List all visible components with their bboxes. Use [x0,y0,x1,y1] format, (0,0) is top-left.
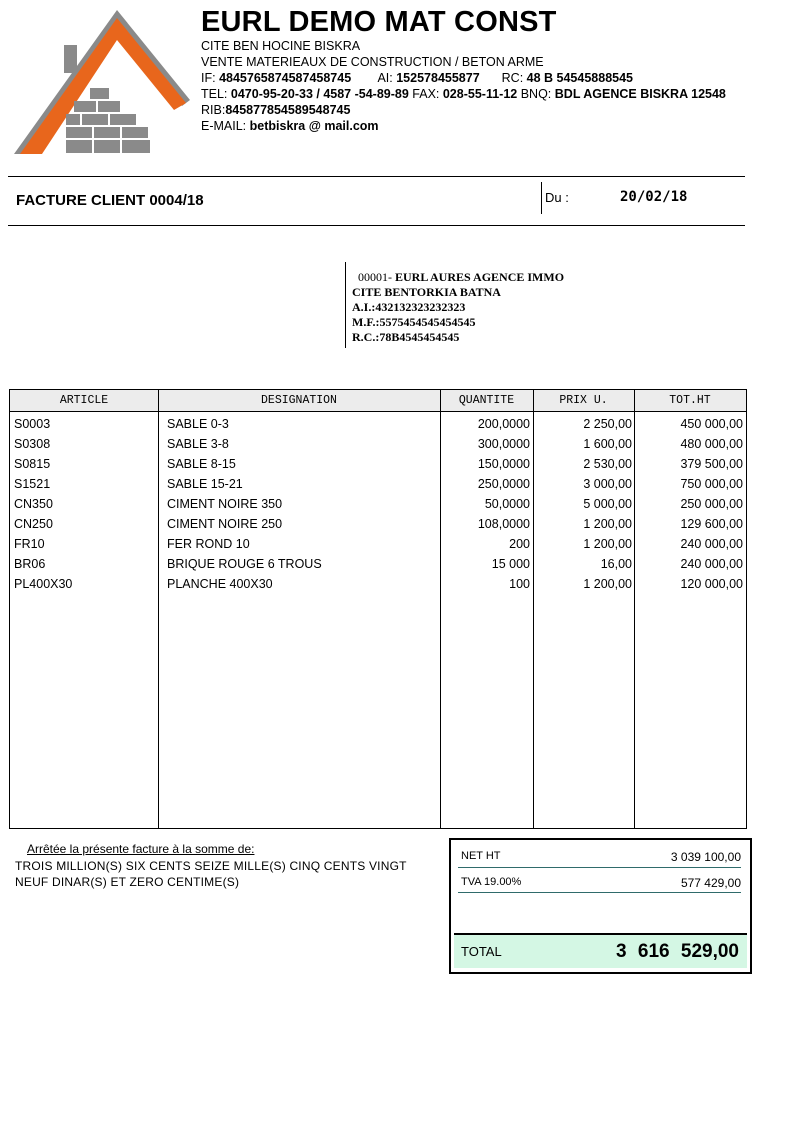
client-code: 00001- [358,270,392,284]
company-name: EURL DEMO MAT CONST [201,6,557,38]
cell-prix: 1 200,00 [583,517,632,531]
if-label: IF: [201,71,216,85]
bnq-value: BDL AGENCE BISKRA 12548 [554,87,726,101]
tel-value: 0470-95-20-33 / 4587 -54-89-89 [230,87,409,101]
cell-article: FR10 [14,537,45,551]
cell-prix: 5 000,00 [583,497,632,511]
table-row [10,434,746,454]
cell-total: 250 000,00 [680,497,743,511]
totals-divider [458,867,741,868]
date-label: Du : [545,190,569,205]
tva-value: 577 429,00 [680,876,741,890]
cell-quantite: 108,0000 [477,517,530,531]
cell-designation: BRIQUE ROUGE 6 TROUS [167,557,322,571]
cell-prix: 3 000,00 [583,477,632,491]
cell-designation: CIMENT NOIRE 250 [167,517,283,531]
header-quantite: QUANTITE [458,394,515,407]
client-ai: A.I.:432132323232323 [352,300,466,314]
cell-quantite: 50,0000 [484,497,530,511]
totals-divider [458,892,741,893]
cell-prix: 2 250,00 [583,417,632,431]
client-rc: R.C.:78B4545454545 [352,330,460,344]
grand-total-box [454,933,747,968]
fax-label: FAX: [412,87,440,101]
cell-total: 240 000,00 [680,537,743,551]
company-address: CITE BEN HOCINE BISKRA [201,39,361,53]
items-table [9,389,747,829]
table-row [10,494,746,514]
client-address: CITE BENTORKIA BATNA [352,285,501,299]
cell-article: PL400X30 [14,577,73,591]
email-value: betbiskra @ mail.com [249,119,379,133]
rib-label: RIB: [201,103,226,117]
cell-total: 129 600,00 [680,517,743,531]
cell-designation: SABLE 15-21 [167,477,243,491]
cell-prix: 1 200,00 [583,537,632,551]
table-row [10,414,746,434]
amount-words-label: Arrêtée la présente facture à la somme de: [27,842,255,856]
cell-prix: 1 600,00 [583,437,632,451]
header-total: TOT.HT [669,394,711,407]
header-prix: PRIX U. [559,394,608,407]
ai-label: AI: [377,71,393,85]
fax-value: 028-55-11-12 [442,87,518,101]
cell-article: S0003 [14,417,51,431]
ai-value: 152578455877 [396,71,480,85]
total-value: 3 616 529,00 [616,941,739,962]
cell-designation: CIMENT NOIRE 350 [167,497,283,511]
company-activity: VENTE MATERIEAUX DE CONSTRUCTION / BETON ARME [201,55,544,69]
rc-label: RC: [501,71,524,85]
cell-quantite: 250,0000 [477,477,530,491]
cell-total: 450 000,00 [680,417,743,431]
cell-designation: SABLE 3-8 [167,437,229,451]
cell-article: S0308 [14,437,51,451]
cell-quantite: 300,0000 [477,437,530,451]
cell-designation: FER ROND 10 [167,537,250,551]
rib-value: 845877854589548745 [225,103,351,117]
amount-in-words: TROIS MILLION(S) SIX CENTS SEIZE MILLE(S) CINQ CENTS VINGT NEUF DINAR(S) ET ZERO CENTIME(S) [15,859,407,889]
table-row [10,534,746,554]
company-ids [201,70,791,86]
company-header [201,6,791,134]
cell-article: S1521 [14,477,51,491]
header-designation: DESIGNATION [261,394,337,407]
table-row [10,474,746,494]
cell-article: CN250 [14,517,53,531]
invoice-date: 20/02/18 [620,189,688,205]
cell-designation: PLANCHE 400X30 [167,577,273,591]
cell-quantite: 200 [509,537,530,551]
cell-quantite: 150,0000 [477,457,530,471]
cell-total: 480 000,00 [680,437,743,451]
cell-quantite: 100 [509,577,530,591]
date-separator [541,182,542,214]
company-contacts [201,86,791,102]
tva-label: TVA 19.00% [461,876,522,888]
cell-article: BR06 [14,557,46,571]
company-email [201,118,791,134]
title-bottom-rule [8,225,745,226]
if-value: 4845765874587458745 [219,71,352,85]
cell-quantite: 200,0000 [477,417,530,431]
table-row [10,514,746,534]
totals-box [449,838,752,974]
client-name: EURL AURES AGENCE IMMO [395,270,565,284]
cell-prix: 2 530,00 [583,457,632,471]
cell-quantite: 15 000 [491,557,530,571]
cell-prix: 1 200,00 [583,577,632,591]
cell-total: 379 500,00 [680,457,743,471]
client-block [345,262,605,348]
cell-total: 240 000,00 [680,557,743,571]
company-logo [12,8,194,158]
table-row [10,574,746,594]
header-article: ARTICLE [59,394,109,407]
bnq-label: BNQ: [520,87,552,101]
table-header [10,390,746,412]
net-ht-label: NET HT [461,850,501,862]
tel-label: TEL: [201,87,228,101]
cell-article: S0815 [14,457,51,471]
cell-prix: 16,00 [600,557,632,571]
invoice-title: FACTURE CLIENT 0004/18 [16,192,204,209]
table-row [10,554,746,574]
cell-designation: SABLE 8-15 [167,457,236,471]
cell-designation: SABLE 0-3 [167,417,229,431]
email-label: E-MAIL: [201,119,247,133]
cell-total: 750 000,00 [680,477,743,491]
cell-article: CN350 [14,497,53,511]
title-top-rule [8,176,745,177]
net-ht-value: 3 039 100,00 [670,850,741,864]
total-label: TOTAL [461,944,502,959]
company-rib [201,102,791,118]
table-row [10,454,746,474]
rc-value: 48 B 54545888545 [526,71,634,85]
client-mf: M.F.:5575454545454545 [352,315,476,329]
cell-total: 120 000,00 [680,577,743,591]
